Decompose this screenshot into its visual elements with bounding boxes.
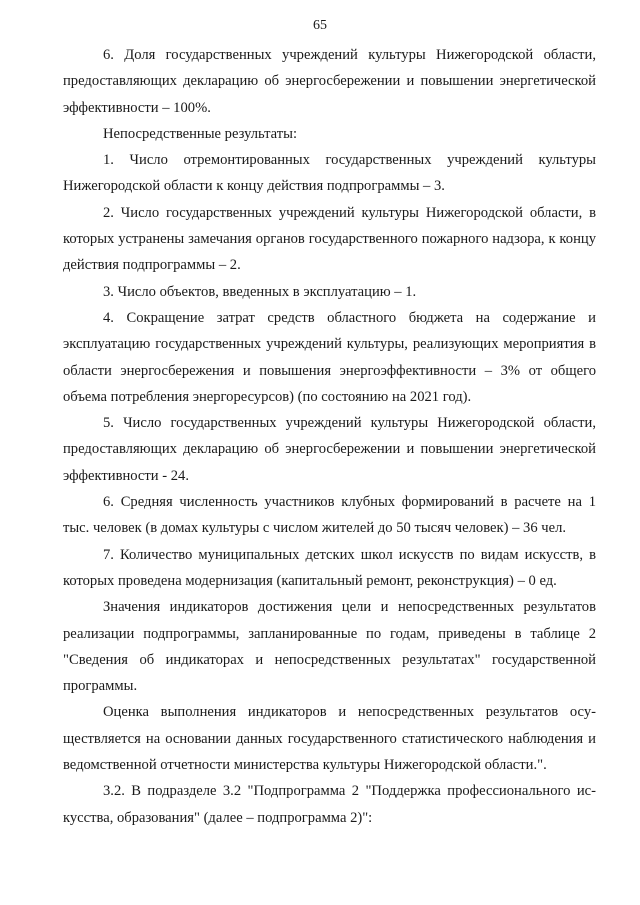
paragraph-indicator-values: Значения индикаторов достижения цели и непосредственных результатов реализации подпрограммы, запланированные по годам, приведены в таблице 2 "Сведения об индикаторах и непосредственных результатах" государственной программы. [63,599,596,695]
paragraph-result-3: 3. Число объектов, введенных в эксплуатацию – 1. [103,283,417,300]
paragraph-section-3-2: 3.2. В подразделе 3.2 "Подпрограмма 2 "Поддержка профессионального искусства, образования" (далее – подпрограмма 2)": [63,783,596,826]
paragraph-direct-results-heading: Непосредственные результаты: [103,125,298,142]
paragraph-result-6: 6. Средняя численность участников клубных формирований в расчете на 1 тыс. человек (в домах культуры с числом жителей до 50 тысяч человек) – 36 чел. [63,494,596,537]
paragraph-result-2: 2. Число государственных учреждений культуры Нижегородской области, в которых устранены замечания органов государственного пожарного надзора, к концу действия подпрограммы – 2. [63,204,596,274]
document-body [63,42,596,831]
paragraph-result-4: 4. Сокращение затрат средств областного бюджета на содержание и эксплуатацию государственных учреждений культуры, реализующих мероприятия в области энергосбережения и повышения энергоэффективности – 3% от общего объема потребления энергоресурсов) (по состоянию на 2021 год). [63,309,596,405]
paragraph-indicator-6: 6. Доля государственных учреждений культуры Нижегородской области, предоставляющих декларацию об энергосбережении и повышении энергетической эффективности – 100%. [63,47,596,116]
paragraph-result-7: 7. Количество муниципальных детских школ искусств по видам искусств, в которых проведена модернизация (капитальный ремонт, реконструкция) – 0 ед. [63,546,596,589]
page-number: 65 [313,18,327,33]
paragraph-result-5: 5. Число государственных учреждений культуры Нижегородской области, предоставляющих декларацию об энергосбережении и повышении энергетической эффективности - 24. [63,415,596,484]
paragraph-result-1: 1. Число отремонтированных государственных учреждений культуры Нижегородской области к концу действия подпрограммы – 3. [63,152,596,195]
paragraph-evaluation: Оценка выполнения индикаторов и непосредственных результатов осуществляется на основании данных государственного статистического наблюдения и ведомственной отчетности министерства культуры Нижегородской области.". [63,704,596,774]
